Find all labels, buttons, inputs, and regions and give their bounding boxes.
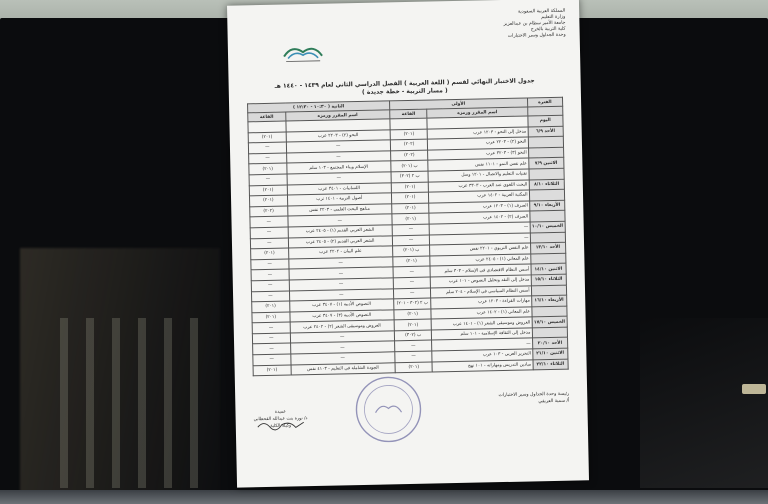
cell-c1: علم نفس النمو - ١١٠١ نفس	[428, 158, 528, 171]
cell-day	[531, 285, 567, 296]
header-day: الفترة	[527, 97, 563, 107]
ministry-logo-icon	[280, 42, 326, 65]
cell-c1: مهارات القراءة - ١٢٠٣ عرب	[431, 296, 531, 309]
title-line-2: ( مسار التربية - خطة جديدة )	[361, 87, 448, 96]
cell-c1: الصرف (٢) - ١٤٠٢ عرب	[429, 211, 529, 224]
cell-day	[528, 147, 564, 158]
cell-h1: (٢٠١)	[390, 129, 428, 140]
cell-h1: —	[392, 235, 430, 246]
cell-h1: —	[395, 351, 433, 362]
cell-c1: علم النفس التربوي - ٢٢٠١ نفس	[430, 243, 530, 256]
cell-c2: —	[290, 341, 394, 354]
cell-c1: العروض وموسيقى الشعر (١) - ١٤٠١ عرب	[432, 317, 532, 330]
cell-h2: —	[251, 291, 289, 302]
cell-c1: ميادين التدريس ومهاراته - ١٠١ نهج	[432, 360, 532, 373]
cell-h1: (٢٠١)	[391, 182, 429, 193]
cell-c2: —	[288, 257, 392, 270]
cell-h2: —	[249, 153, 287, 164]
exam-schedule-table	[247, 97, 569, 377]
cell-h2: —	[251, 280, 289, 291]
cell-h2: (٢٠٢)	[250, 206, 288, 217]
cell-c2: العروض وموسيقى الشعر (٢) - ٢٤٠٢ عرب	[290, 320, 394, 333]
cell-c1: أسس النظام السياسي في الإسلام - ٢٠٤ سلم	[431, 285, 531, 298]
cell-c2: النصوص الأدبية (٣) - ٣٤٠٧ عرب	[290, 309, 394, 322]
cell-h2: —	[249, 174, 287, 185]
cell-h1: ب ٢ (٣٠٢)	[391, 171, 429, 182]
header-hall-2: القاعة	[248, 112, 286, 122]
cell-h1: —	[392, 224, 430, 235]
footer-left-title: عميدة	[274, 409, 287, 415]
cell-c2: اللسانيات - ٣٤٠١ عرب	[287, 182, 391, 195]
ministry-header	[445, 9, 566, 42]
cell-day: الاثنين ٧/٩	[528, 158, 564, 169]
cell-h1: ب (٢٠١)	[391, 160, 429, 171]
cell-c2: الشعر العربي القديم (٢) - ٢٤٠٥ عرب	[288, 235, 392, 248]
official-stamp-icon	[353, 374, 424, 445]
cell-c2: —	[289, 267, 393, 280]
cell-c1: علم المعاني (١) - ٢٤٠٥ عرب	[430, 254, 530, 267]
header-second-period: الثانية ( ١٠:٣٠ - ١٢:٣٠ )	[248, 101, 390, 113]
cell-c1: التحرير العربي - ١٠٣ عرب	[432, 349, 532, 362]
cell-c2: —	[290, 331, 394, 344]
cell-c2: الشعر العربي القديم (١) - ٢٤٠٥ عرب	[288, 225, 392, 238]
cell-day	[531, 306, 567, 317]
header-line: كلية التربية بالخرج	[530, 26, 566, 33]
cell-h2: —	[253, 343, 291, 354]
cell-c1: النحو (٢) - ٢٢٠٣ عرب	[428, 137, 528, 150]
cell-c2: —	[289, 278, 393, 291]
cell-day	[529, 168, 565, 179]
footer-left-name: د/ نورة بنت عبدالله القحطاني	[253, 416, 308, 423]
cell-c2: —	[288, 214, 392, 227]
cell-h1: (٢٠٢)	[390, 139, 428, 150]
header-line: وزارة التعليم	[541, 14, 566, 21]
cell-day: الأحد ١٣/١٠	[530, 242, 566, 253]
header-course-1: اسم المقرر ورمزه	[427, 107, 527, 118]
window-frame-reflection	[60, 318, 210, 488]
cell-day: الخميس ١٧/١٠	[532, 316, 568, 327]
cell-c1: المكتبة العربية - ١٤٠٢ عرب	[429, 190, 529, 203]
cell-h2	[248, 121, 286, 132]
cell-h1: (٢٠٢)	[390, 150, 428, 161]
header-hall-1: القاعة	[390, 109, 428, 119]
cell-h2: (٢٠١)	[253, 365, 291, 376]
cell-c2: —	[286, 140, 390, 153]
cell-c1: —	[430, 222, 530, 235]
cell-day: الثلاثاء ٨/١٠	[529, 179, 565, 190]
cell-c1: الصرف (١) - ١٢٠٣ عرب	[429, 201, 529, 214]
cell-c1: —	[430, 232, 530, 245]
cell-h1	[390, 118, 428, 129]
cell-h2: (٢٠١)	[249, 195, 287, 206]
cell-day: الأحد ٢٠/١٠	[532, 338, 568, 349]
exam-schedule-document	[227, 0, 589, 488]
cell-day: الأربعاء ٩/١٠	[529, 200, 565, 211]
cell-h2: —	[248, 142, 286, 153]
cell-day: الاثنين ٢١/١٠	[532, 348, 568, 359]
cell-c1: مدخل إلى النقد وتحليل النصوص - ١٠١ عرب	[431, 275, 531, 288]
cell-day: الثلاثاء ١٥/١٠	[531, 274, 567, 285]
footer-right-name: أ/ سمية العريفي	[538, 398, 570, 405]
cell-h1: ب ٢ (٣٠٢ - ٢٠١)	[394, 298, 432, 309]
footer-signatory-right	[498, 391, 569, 406]
cell-day: الثلاثاء ٢٢/١٠	[533, 359, 569, 370]
header-course-2: اسم المقرر ورمزه	[285, 110, 389, 121]
cell-c2: —	[287, 172, 391, 185]
cell-h1: (٢٠١)	[393, 256, 431, 267]
cell-day	[529, 189, 565, 200]
cell-c1: علم المعاني (١) - ١٤٠٢ عرب	[431, 307, 531, 320]
cell-c1: النحو (٣) - ٣٢٠٣ عرب	[428, 148, 528, 161]
cell-day: الأربعاء ١٦/١٠	[531, 295, 567, 306]
cell-day	[530, 253, 566, 264]
cell-c2: —	[286, 151, 390, 164]
cell-h2: (٢٠١)	[248, 132, 286, 143]
cell-h2: —	[250, 227, 288, 238]
light-reflection	[742, 384, 766, 394]
cell-day: اليوم	[527, 115, 563, 126]
cell-c2: —	[289, 288, 393, 301]
cell-h2: (٢٠١)	[249, 163, 287, 174]
cell-h1: (٢٠١)	[394, 309, 432, 320]
cell-c2: أصول التربية - ١٤٠١ ترب	[287, 193, 391, 206]
monitor-bezel-bottom	[0, 490, 768, 504]
cell-h2: —	[251, 269, 289, 280]
footer-vice: وكيلة الكلية	[270, 423, 292, 429]
footer-signatory-left	[253, 408, 307, 430]
ceiling-reflection	[640, 318, 768, 488]
cell-h1: ب (٣٠٢)	[394, 330, 432, 341]
cell-day: الأحد ٦/٩	[528, 126, 564, 137]
cell-h2: (٢٠١)	[249, 185, 287, 196]
cell-c2: النحو (٢) - ٢٢٠٣ عرب	[286, 129, 390, 142]
cell-day	[528, 136, 564, 147]
cell-h2: —	[250, 216, 288, 227]
document-title	[249, 77, 561, 100]
cell-h1: (٢٠١)	[391, 192, 429, 203]
title-line-1: جدول الاختبار النهائي لقسم ( اللغة العربية ) الفصل الدراسي الثاني لعام ١٤٣٩ - ١٤٤٠ هـ	[274, 77, 535, 90]
cell-h1: —	[393, 277, 431, 288]
cell-h2: —	[250, 238, 288, 249]
cell-c2: الجودة الشاملة في التعليم - ٤١٠٣ نفس	[291, 362, 395, 375]
cell-c2: مناهج البحث العلمي - ٢٢٠٣ نفس	[287, 204, 391, 217]
cell-h1: ب (٢٠١)	[392, 245, 430, 256]
cell-h2: (٢٠١)	[252, 301, 290, 312]
cell-c2: —	[290, 352, 394, 365]
cell-h2: —	[251, 259, 289, 270]
cell-c1: تقنيات التعليم والاتصال - ١٢٠١ وسل	[428, 169, 528, 182]
cell-h2: —	[253, 354, 291, 365]
cell-c2: علم البيان - ٢٢٠٢ عرب	[288, 246, 392, 259]
cell-h1: (٢٠١)	[395, 362, 433, 373]
cell-h2: —	[252, 333, 290, 344]
cell-day	[532, 327, 568, 338]
cell-h1: —	[393, 288, 431, 299]
cell-h2: (٢٠١)	[251, 248, 289, 259]
cell-c1: —	[432, 338, 532, 351]
cell-c1: مدخل إلى النحو - ١٢٠٣ عرب	[428, 127, 528, 140]
cell-day	[529, 211, 565, 222]
cell-day: الاثنين ١٤/١٠	[531, 264, 567, 275]
cell-h2: (٢٠١)	[252, 312, 290, 323]
cell-c1: البحث اللغوي عند العرب - ٣٣٠٣ عرب	[429, 180, 529, 193]
cell-h1: —	[393, 266, 431, 277]
cell-h1: (٢٠١)	[394, 319, 432, 330]
cell-c2: الإسلام وبناء المجتمع - ١٠٣ سلم	[286, 161, 390, 174]
cell-c2: النصوص الأدبية (١) - ٣٤٠٧ عرب	[289, 299, 393, 312]
cell-h1: (٢٠١)	[392, 203, 430, 214]
cell-c1: أسس النظام الاقتصادي في الإسلام - ٣٠٣ سلم	[430, 264, 530, 277]
cell-day: الخميس ١٠/١٠	[530, 221, 566, 232]
header-line: جامعة الأمير سطام بن عبدالعزيز	[503, 20, 566, 27]
cell-day	[530, 232, 566, 243]
header-line: المملكة العربية السعودية	[517, 8, 566, 15]
cell-c1: مدخل إلى الثقافة الإسلامية - ١٠١ سلم	[432, 328, 532, 341]
cell-h1: (٢٠١)	[392, 213, 430, 224]
header-line: وحدة الجداول وسير الاختبارات	[507, 32, 566, 39]
header-first-period: الأولى	[389, 98, 527, 110]
cell-h1: —	[394, 340, 432, 351]
footer-right-title: رئيسة وحدة الجداول وسير الاختبارات	[498, 391, 570, 399]
cell-h2: —	[252, 322, 290, 333]
